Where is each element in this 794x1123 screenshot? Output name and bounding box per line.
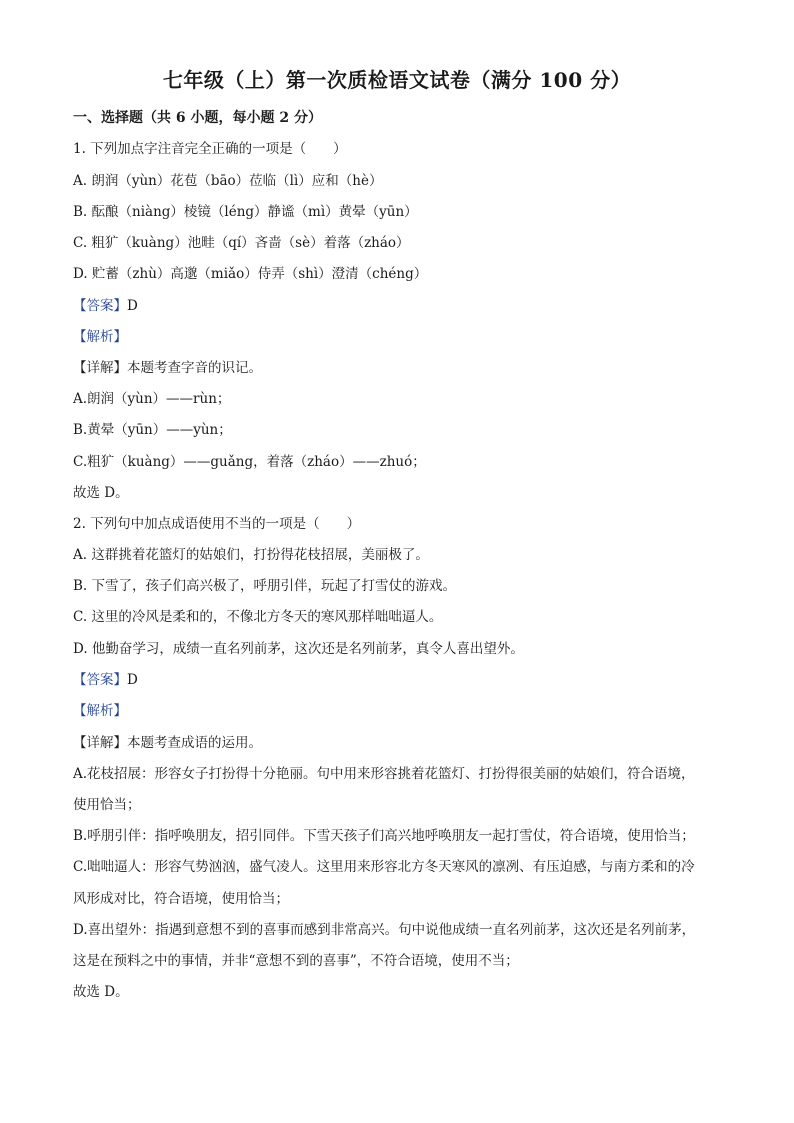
q2-option-d: D. 他勤奋学习，成绩一直名列前茅，这次还是名列前茅，真令人喜出望外。 — [73, 641, 524, 657]
q2-conclusion: 故选 D。 — [73, 984, 129, 1000]
answer-tag: 【答案】 — [73, 672, 127, 688]
q2-detail-line: C.咄咄逼人：形容气势汹汹，盛气凌人。这里用来形容北方冬天寒风的凛冽、有压迫感，与南方柔和的冷 — [73, 859, 695, 875]
q2-detail-line: D.喜出望外：指遇到意想不到的喜事而感到非常高兴。句中说他成绩一直名列前茅，这次还是名列前茅， — [73, 922, 696, 938]
detail-tag: 【详解】 — [73, 360, 127, 376]
answer-value: D — [127, 672, 138, 688]
q2-detail-intro — [73, 733, 262, 753]
answer-value: D — [127, 298, 138, 314]
q2-detail-line: B.呼朋引伴：指呼唤朋友，招引同伴。下雪天孩子们高兴地呼唤朋友一起打雪仗，符合语境，使用恰当； — [73, 828, 695, 844]
q1-conclusion: 故选 D。 — [73, 485, 129, 501]
q2-detail-line: 这是在预料之中的事情，并非“意想不到的喜事”，不符合语境，使用不当； — [73, 953, 519, 969]
question-1-stem: 1. 下列加点字注音完全正确的一项是（ ） — [73, 141, 347, 157]
q2-option-b: B. 下雪了，孩子们高兴极了，呼朋引伴，玩起了打雪仗的游戏。 — [73, 578, 457, 594]
q2-option-a: A. 这群挑着花篮灯的姑娘们，打扮得花枝招展，美丽极了。 — [73, 547, 429, 563]
section-heading: 一、选择题（共 6 小题，每小题 2 分） — [73, 110, 322, 126]
q1-answer — [73, 296, 138, 316]
q2-detail-line: A.花枝招展：形容女子打扮得十分艳丽。句中用来形容挑着花篮灯、打扮得很美丽的姑娘们，符合语境， — [73, 766, 695, 782]
q1-option-d: D. 贮蓄（zhù）高邈（miǎo）侍弄（shì）澄清（chéng） — [73, 266, 428, 282]
q1-analysis-tag: 【解析】 — [73, 329, 127, 345]
q2-answer — [73, 670, 138, 690]
q1-detail-line: C.粗犷（kuàng）——guǎng，着落（zháo）——zhuó； — [73, 454, 426, 470]
q1-detail-line: B.黄晕（yūn）——yùn； — [73, 422, 232, 438]
question-2-stem: 2. 下列句中加点成语使用不当的一项是（ ） — [73, 516, 361, 532]
q2-option-c: C. 这里的冷风是柔和的，不像北方冬天的寒风那样咄咄逼人。 — [73, 609, 443, 625]
q1-detail-line: A.朗润（yùn）——rùn； — [73, 391, 231, 407]
detail-tag: 【详解】 — [73, 735, 127, 751]
detail-intro-text: 本题考查字音的识记。 — [127, 360, 262, 376]
q2-detail-line: 使用恰当； — [73, 797, 141, 813]
q1-option-a: A. 朗润（yùn）花苞（bāo）莅临（lì）应和（hè） — [73, 173, 383, 189]
detail-intro-text: 本题考查成语的运用。 — [127, 735, 262, 751]
q1-detail-intro — [73, 358, 262, 378]
page-title: 七年级（上）第一次质检语文试卷（满分 100 分） — [162, 68, 632, 92]
q2-analysis-tag: 【解析】 — [73, 703, 127, 719]
q1-option-c: C. 粗犷（kuàng）池畦（qí）吝啬（sè）着落（zháo） — [73, 235, 410, 251]
q2-detail-line: 风形成对比，符合语境，使用恰当； — [73, 891, 289, 907]
q1-option-b: B. 酝酿（niàng）棱镜（léng）静谧（mì）黄晕（yūn） — [73, 204, 418, 220]
answer-tag: 【答案】 — [73, 298, 127, 314]
